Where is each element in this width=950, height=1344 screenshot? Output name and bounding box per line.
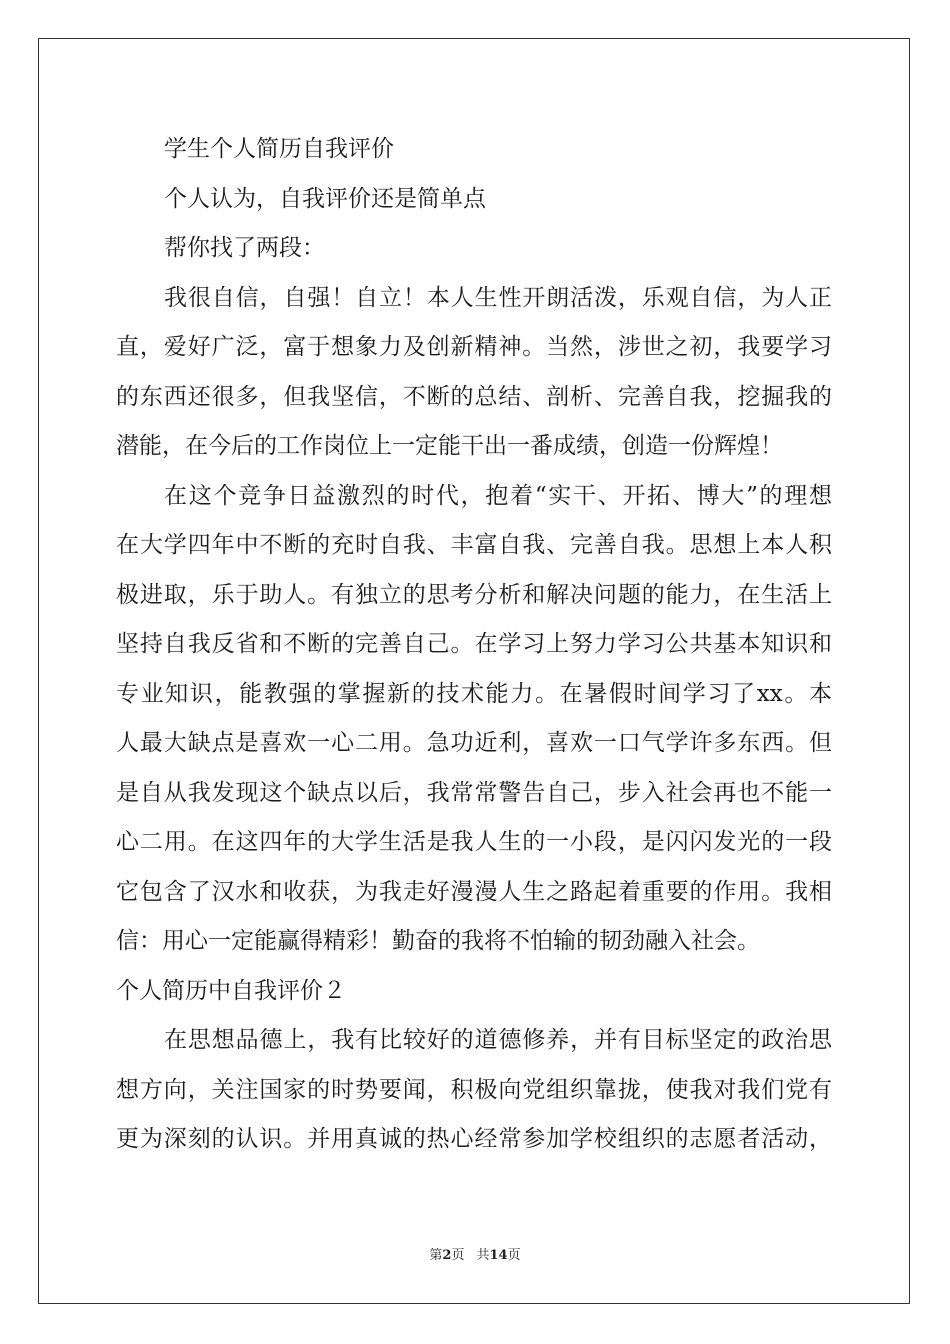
section-title: 个人简历中自我评价２ <box>116 978 346 1004</box>
footer-total-pages: 14 <box>489 1248 508 1263</box>
footer-prefix: 第 <box>429 1248 443 1263</box>
paragraph-line: 心二用。在这四年的大学生活是我人生的一小段，是闪闪发光的一段 <box>116 829 832 855</box>
paragraph-line: 在大学四年中不断的充时自我、丰富自我、完善自我。思想上本人积 <box>116 532 832 558</box>
paragraph-line: 人最大缺点是喜欢一心二用。急功近利，喜欢一口气学许多东西。但 <box>116 730 832 756</box>
intro-line: 帮你找了两段： <box>164 235 325 261</box>
page-footer <box>0 1247 950 1265</box>
paragraph-line: 在思想品德上，我有比较好的道德修养，并有目标坚定的政治思 <box>164 1027 832 1053</box>
paragraph-line: 想方向，关注国家的时势要闻，积极向党组织靠拢，使我对我们党有 <box>116 1077 832 1103</box>
paragraph-line: 它包含了汉水和收获，为我走好漫漫人生之路起着重要的作用。我相 <box>116 879 832 905</box>
footer-total-prefix: 共 <box>476 1248 490 1263</box>
paragraph-line: 在这个竞争日益激烈的时代，抱着“实干、开拓、博大”的理想 <box>164 483 832 509</box>
paragraph-line: 潜能，在今后的工作岗位上一定能干出一番成绩，创造一份辉煌！ <box>116 433 783 459</box>
paragraph-line: 是自从我发现这个缺点以后，我常常警告自己，步入社会再也不能一 <box>116 780 832 806</box>
paragraph-line: 坚持自我反省和不断的完善自己。在学习上努力学习公共基本知识和 <box>116 631 832 657</box>
paragraph-line: 信：用心一定能赢得精彩！勤奋的我将不怕输的韧劲融入社会。 <box>116 928 760 954</box>
paragraph-line: 的东西还很多，但我坚信，不断的总结、剖析、完善自我，挖掘我的 <box>116 384 832 410</box>
footer-page-suffix: 页 <box>451 1248 465 1263</box>
doc-title: 学生个人简历自我评价 <box>164 136 394 162</box>
page-border <box>38 38 910 1304</box>
paragraph-line: 我很自信，自强！自立！本人生性开朗活泼，乐观自信，为人正 <box>164 285 832 311</box>
footer-total-suffix: 页 <box>507 1248 521 1263</box>
paragraph-line: 极进取，乐于助人。有独立的思考分析和解决问题的能力，在生活上 <box>116 582 832 608</box>
paragraph-line: 直，爱好广泛，富于想象力及创新精神。当然，涉世之初，我要学习 <box>116 334 832 360</box>
intro-line: 个人认为，自我评价还是简单点 <box>164 186 486 212</box>
footer-page-number: 2 <box>442 1248 452 1263</box>
paragraph-line: 专业知识，能教强的掌握新的技术能力。在暑假时间学习了xx。本 <box>116 681 832 707</box>
paragraph-line: 更为深刻的认识。并用真诚的热心经常参加学校组织的志愿者活动， <box>116 1126 832 1152</box>
